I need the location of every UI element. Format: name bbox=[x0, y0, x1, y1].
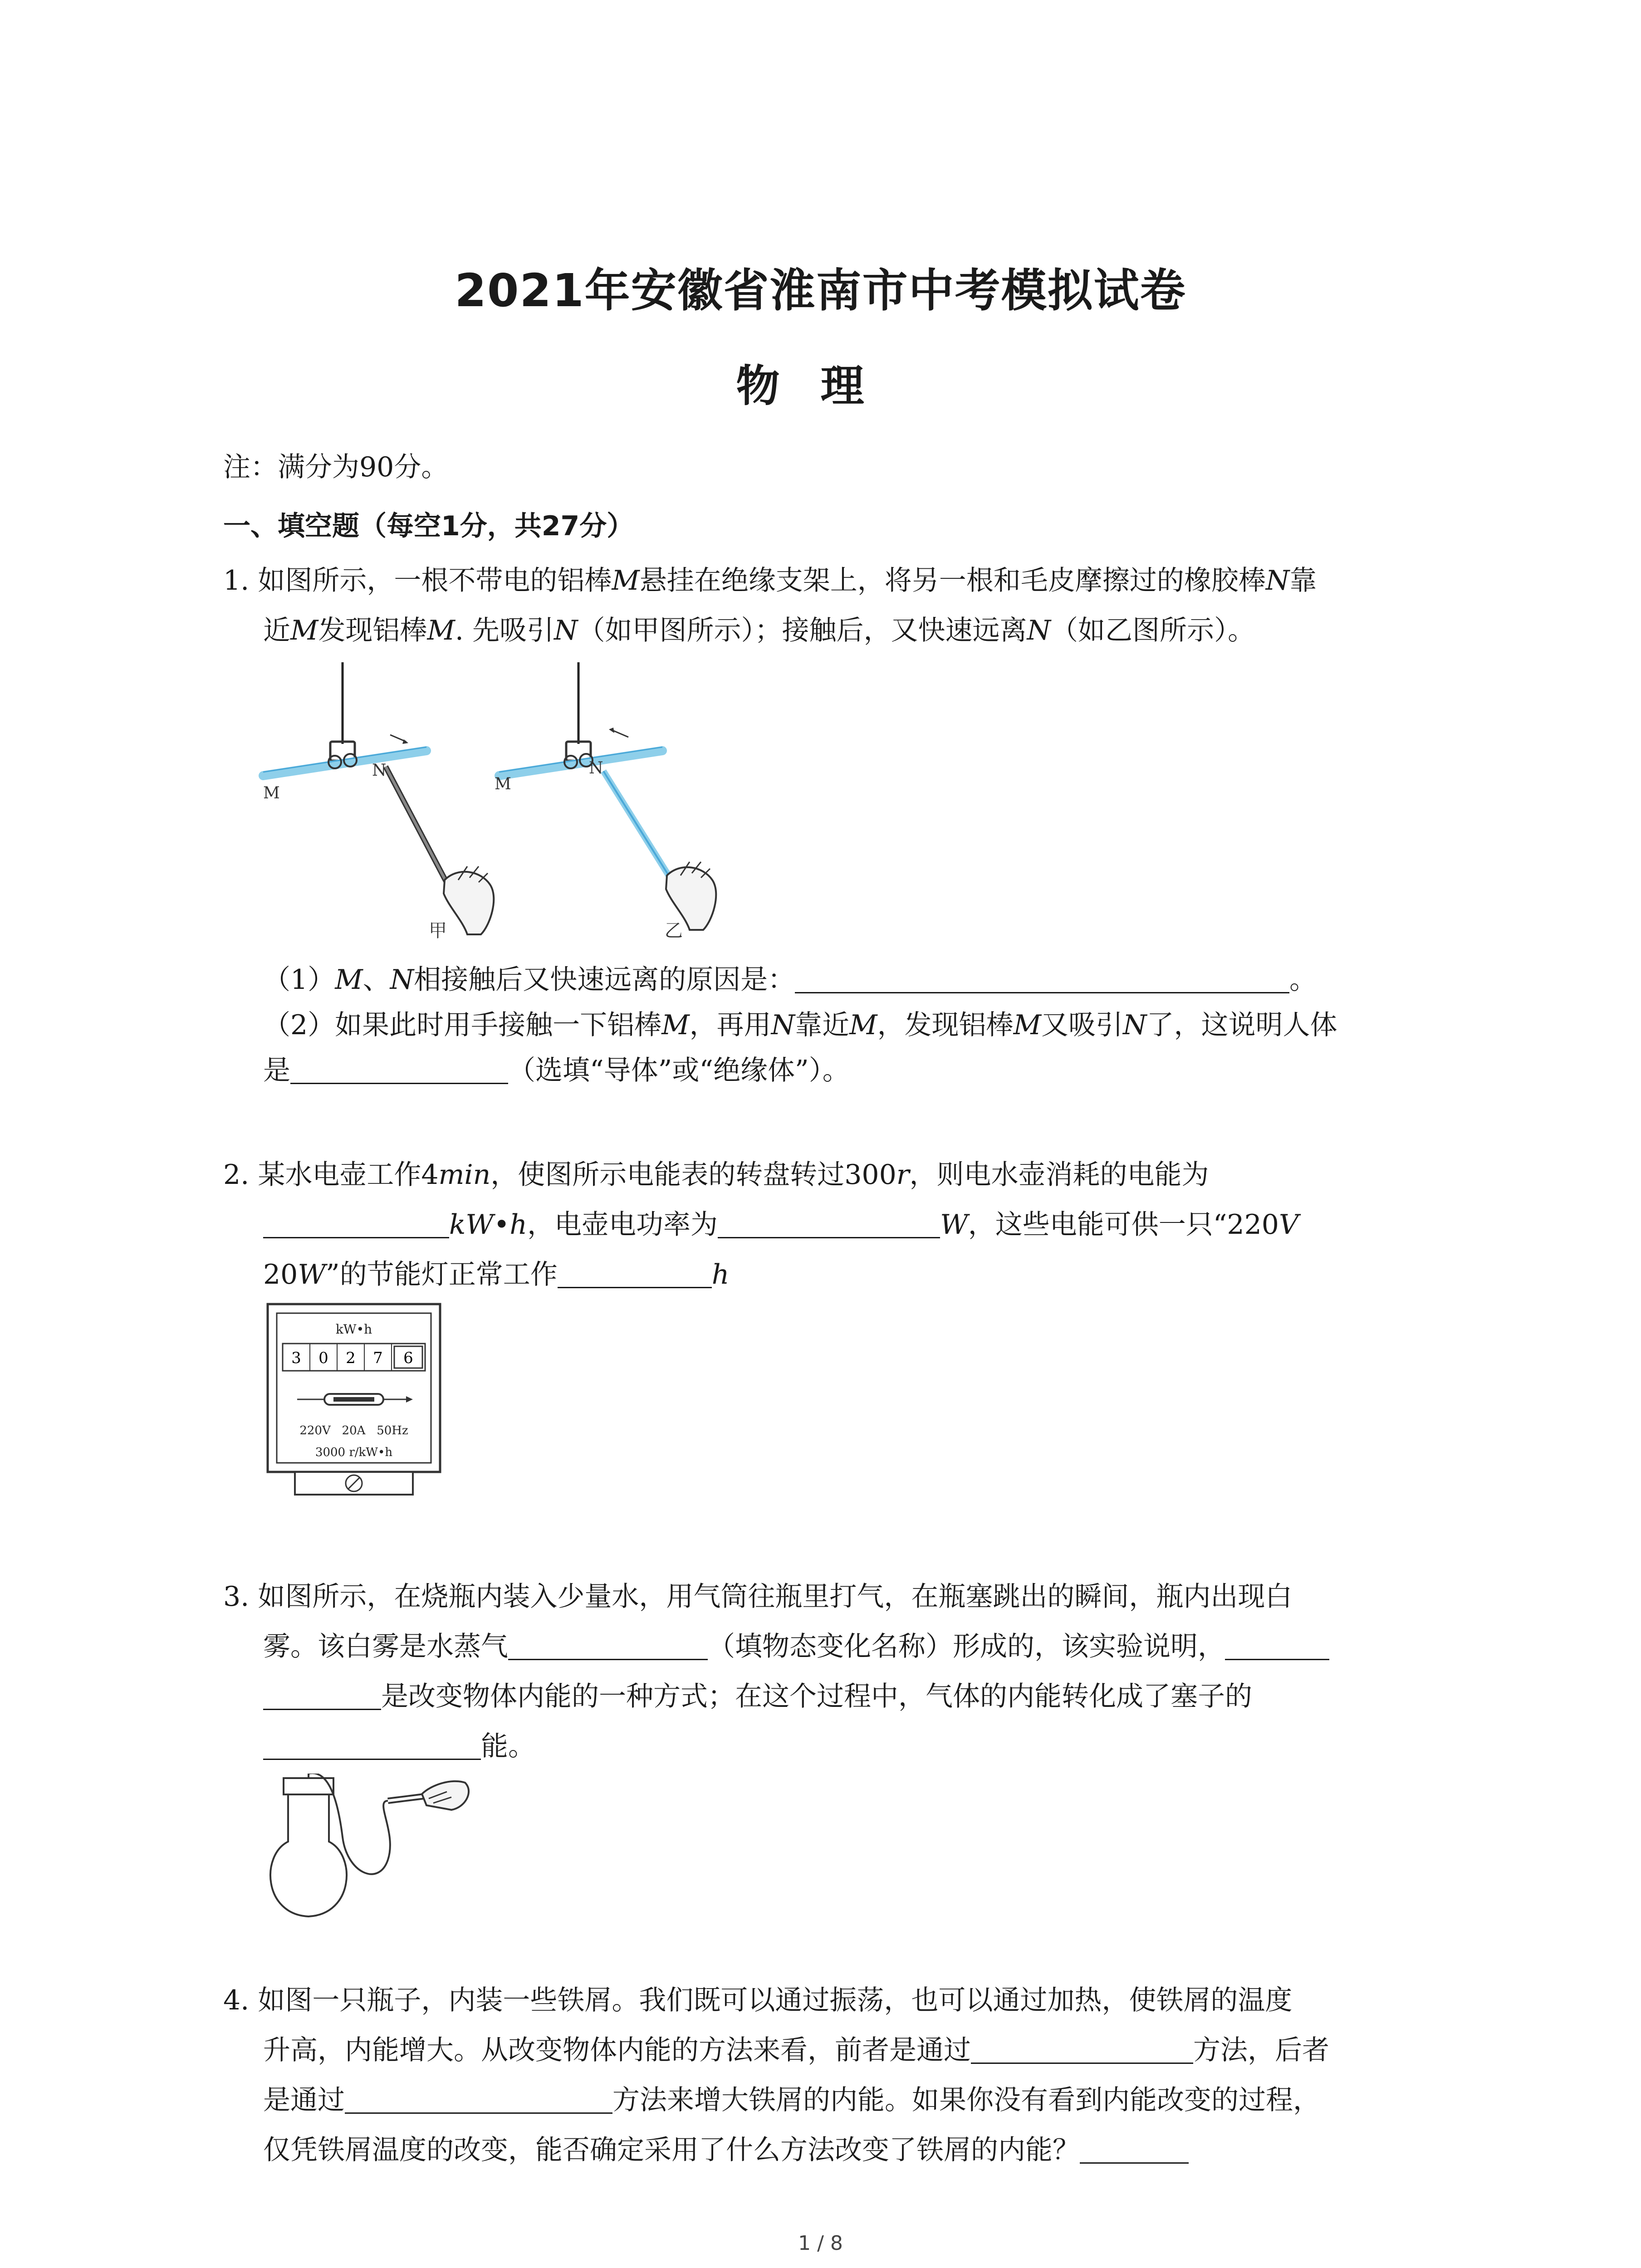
q3-line1: 3. 如图所示，在烧瓶内装入少量水，用气筒往瓶里打气，在瓶塞跳出的瞬间，瓶内出现白 bbox=[223, 1581, 1293, 1613]
label-n-jia: N bbox=[372, 761, 387, 780]
figure-yi bbox=[495, 662, 716, 941]
q1-sub1-blank[interactable] bbox=[795, 967, 1289, 993]
flask-pump-figure bbox=[265, 1774, 474, 1928]
q1-figure bbox=[254, 653, 798, 953]
q4-line3: 是通过 方法来增大铁屑的内能。如果你没有看到内能改变的过程， bbox=[263, 2084, 1320, 2116]
page-title: 2021年安徽省淮南市中考模拟试卷 bbox=[455, 264, 1186, 317]
label-m-jia: M bbox=[263, 784, 280, 802]
meter-digit: 3 bbox=[291, 1349, 301, 1367]
score-note: 注：满分为90分。 bbox=[223, 451, 449, 483]
q2-line1: 2. 某水电壶工作4min，使图所示电能表的转盘转过300r，则电水壶消耗的电能为 bbox=[223, 1159, 1209, 1191]
q3-method-blank-b[interactable] bbox=[263, 1683, 381, 1710]
meter-digit: 6 bbox=[403, 1349, 413, 1367]
meter-digit: 7 bbox=[373, 1349, 383, 1367]
q2-line2: kW•h，电壶电功率为 W，这些电能可供一只“220V bbox=[263, 1211, 1298, 1238]
q2-energy-blank[interactable] bbox=[263, 1212, 449, 1238]
figure-jia bbox=[263, 662, 494, 941]
q1-sub1: （1）M、N相接触后又快速远离的原因是： 。 bbox=[263, 964, 1317, 996]
q1-line2: 近M发现铝棒M. 先吸引N（如甲图所示）；接触后，又快速远离N（如乙图所示）。 bbox=[263, 615, 1255, 646]
q2-hours-blank[interactable] bbox=[558, 1261, 712, 1288]
meter-spec: 220V 20A 50Hz bbox=[299, 1424, 408, 1437]
q1-sub2-cont: 是 （选填“导体”或“绝缘体”）。 bbox=[263, 1055, 850, 1086]
q4-latter-blank[interactable] bbox=[345, 2087, 612, 2114]
q4-line2: 升高，内能增大。从改变物体内能的方法来看，前者是通过 方法，后者 bbox=[263, 2034, 1329, 2066]
label-m-yi: M bbox=[495, 775, 511, 793]
caption-yi: 乙 bbox=[665, 920, 683, 941]
caption-jia: 甲 bbox=[429, 920, 447, 941]
q4-answer-blank[interactable] bbox=[1080, 2137, 1189, 2164]
meter-unit: kW•h bbox=[335, 1322, 372, 1337]
page-number: 1 / 8 bbox=[798, 2232, 843, 2255]
q3-state-blank[interactable] bbox=[508, 1633, 708, 1660]
meter-digit: 2 bbox=[346, 1349, 356, 1367]
q4-line4: 仅凭铁屑温度的改变，能否确定采用了什么方法改变了铁屑的内能？ bbox=[263, 2136, 1189, 2164]
q4-former-blank[interactable] bbox=[971, 2037, 1193, 2064]
q3-line2: 雾。该白雾是水蒸气 （填物态变化名称）形成的，该实验说明， bbox=[263, 1633, 1329, 1660]
q3-line4: 能。 bbox=[263, 1733, 535, 1760]
meter-digit: 0 bbox=[318, 1349, 328, 1367]
section-heading: 一、填空题（每空1分，共27分） bbox=[223, 510, 634, 542]
label-n-yi: N bbox=[589, 759, 603, 777]
q1-line1: 1. 如图所示，一根不带电的铝棒M悬挂在绝缘支架上，将另一根和毛皮摩擦过的橡胶棒N靠 bbox=[223, 565, 1317, 596]
q4-line1: 4. 如图一只瓶子，内装一些铁屑。我们既可以通过振荡，也可以通过加热，使铁屑的温度 bbox=[223, 1984, 1293, 2016]
q3-line3: 是改变物体内能的一种方式；在这个过程中，气体的内能转化成了塞子的 bbox=[263, 1683, 1252, 1710]
q2-line3: 20W”的节能灯正常工作 h bbox=[263, 1259, 730, 1290]
energy-meter-figure bbox=[265, 1302, 456, 1501]
subject-title: 物理 bbox=[736, 361, 905, 411]
q1-sub2: （2）如果此时用手接触一下铝棒M，再用N靠近M，发现铝棒M又吸引N了，这说明人体 bbox=[263, 1009, 1337, 1041]
q2-power-blank[interactable] bbox=[718, 1212, 940, 1238]
q1-sub2-blank[interactable] bbox=[290, 1057, 508, 1084]
q3-energy-blank[interactable] bbox=[263, 1733, 481, 1760]
q3-method-blank-a[interactable] bbox=[1225, 1633, 1329, 1660]
meter-rate: 3000 r/kW•h bbox=[315, 1446, 393, 1459]
